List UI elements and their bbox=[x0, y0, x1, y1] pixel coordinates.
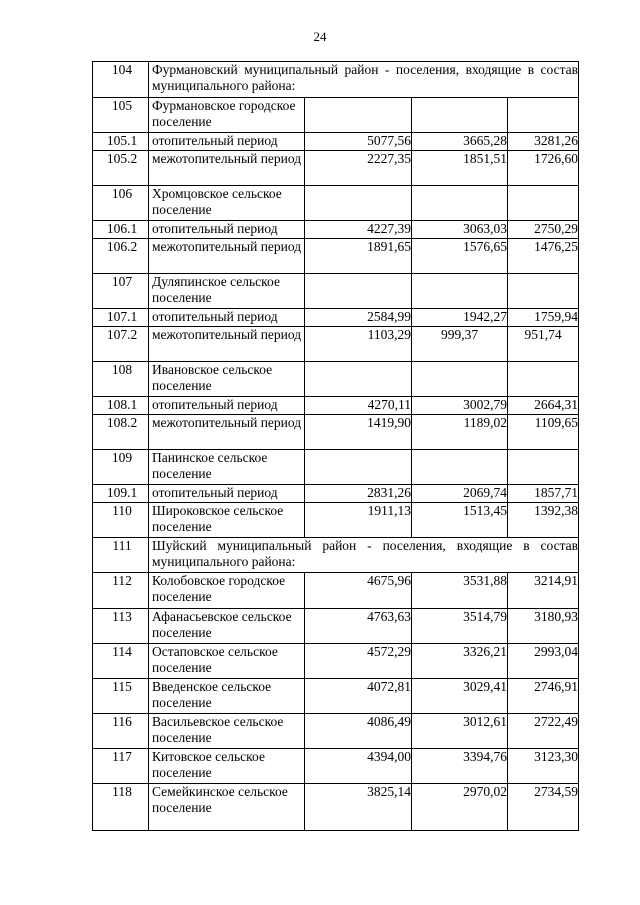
value-cell-3: 3123,30 bbox=[508, 749, 579, 784]
value-cell-2: 1851,51 bbox=[412, 151, 508, 186]
district-heading: Шуйский муниципальный район - поселения, входящие в состав муниципального района: bbox=[149, 538, 579, 573]
table-row bbox=[93, 714, 579, 749]
settlement-name: отопительный период bbox=[149, 485, 305, 503]
settlement-name: Остаповское сельское поселение bbox=[149, 644, 305, 679]
settlement-name: Колобовское городское поселение bbox=[149, 573, 305, 609]
settlement-name: отопительный период bbox=[149, 221, 305, 239]
value-cell-3: 2746,91 bbox=[508, 679, 579, 714]
row-number: 105 bbox=[93, 98, 149, 133]
value-cell-1 bbox=[305, 450, 412, 485]
value-cell-1: 2584,99 bbox=[305, 309, 412, 327]
table-row bbox=[93, 450, 579, 485]
table-row bbox=[93, 221, 579, 239]
row-number: 114 bbox=[93, 644, 149, 679]
table-row bbox=[93, 503, 579, 538]
table-row bbox=[93, 679, 579, 714]
value-cell-1 bbox=[305, 98, 412, 133]
table-row bbox=[93, 538, 579, 573]
value-cell-2: 999,37 bbox=[412, 327, 508, 362]
value-cell-2 bbox=[412, 98, 508, 133]
value-cell-2: 1942,27 bbox=[412, 309, 508, 327]
table-row bbox=[93, 186, 579, 221]
row-number: 111 bbox=[93, 538, 149, 573]
table-row bbox=[93, 62, 579, 98]
row-number: 107.1 bbox=[93, 309, 149, 327]
tariff-table bbox=[92, 61, 579, 831]
value-cell-2 bbox=[412, 450, 508, 485]
value-cell-2 bbox=[412, 274, 508, 309]
table-row bbox=[93, 397, 579, 415]
value-cell-1: 4394,00 bbox=[305, 749, 412, 784]
value-cell-3: 2734,59 bbox=[508, 784, 579, 831]
value-cell-3: 2664,31 bbox=[508, 397, 579, 415]
value-cell-1 bbox=[305, 186, 412, 221]
value-cell-3: 3214,91 bbox=[508, 573, 579, 609]
table-row bbox=[93, 327, 579, 362]
value-cell-2 bbox=[412, 186, 508, 221]
value-cell-3: 1109,65 bbox=[508, 415, 579, 450]
row-number: 105.1 bbox=[93, 133, 149, 151]
row-number: 107.2 bbox=[93, 327, 149, 362]
settlement-name: Панинское сельское поселение bbox=[149, 450, 305, 485]
value-cell-3: 2722,49 bbox=[508, 714, 579, 749]
settlement-name: межотопительный период bbox=[149, 327, 305, 362]
row-number: 108.2 bbox=[93, 415, 149, 450]
value-cell-1: 3825,14 bbox=[305, 784, 412, 831]
table-row bbox=[93, 415, 579, 450]
value-cell-1: 4227,39 bbox=[305, 221, 412, 239]
table-row bbox=[93, 151, 579, 186]
value-cell-3: 2750,29 bbox=[508, 221, 579, 239]
row-number: 117 bbox=[93, 749, 149, 784]
value-cell-3 bbox=[508, 98, 579, 133]
value-cell-1: 4270,11 bbox=[305, 397, 412, 415]
table-row bbox=[93, 362, 579, 397]
value-cell-3: 1392,38 bbox=[508, 503, 579, 538]
value-cell-3: 1726,60 bbox=[508, 151, 579, 186]
settlement-name: отопительный период bbox=[149, 397, 305, 415]
row-number: 112 bbox=[93, 573, 149, 609]
value-cell-1: 2227,35 bbox=[305, 151, 412, 186]
row-number: 106.2 bbox=[93, 239, 149, 274]
settlement-name: межотопительный период bbox=[149, 239, 305, 274]
value-cell-2: 3394,76 bbox=[412, 749, 508, 784]
table-row bbox=[93, 485, 579, 503]
value-cell-2 bbox=[412, 362, 508, 397]
value-cell-1: 1103,29 bbox=[305, 327, 412, 362]
settlement-name: Фурмановское городское поселение bbox=[149, 98, 305, 133]
value-cell-2: 3029,41 bbox=[412, 679, 508, 714]
table-row bbox=[93, 609, 579, 644]
settlement-name: Семейкинское сельское поселение bbox=[149, 784, 305, 831]
value-cell-3: 1759,94 bbox=[508, 309, 579, 327]
value-cell-1: 4086,49 bbox=[305, 714, 412, 749]
value-cell-2: 1513,45 bbox=[412, 503, 508, 538]
row-number: 104 bbox=[93, 62, 149, 98]
value-cell-2: 2970,02 bbox=[412, 784, 508, 831]
settlement-name: межотопительный период bbox=[149, 151, 305, 186]
value-cell-3 bbox=[508, 362, 579, 397]
settlement-name: Ивановское сельское поселение bbox=[149, 362, 305, 397]
value-cell-1: 1891,65 bbox=[305, 239, 412, 274]
value-cell-3 bbox=[508, 274, 579, 309]
row-number: 118 bbox=[93, 784, 149, 831]
row-number: 106 bbox=[93, 186, 149, 221]
row-number: 109 bbox=[93, 450, 149, 485]
settlement-name: отопительный период bbox=[149, 133, 305, 151]
value-cell-2: 2069,74 bbox=[412, 485, 508, 503]
value-cell-1: 2831,26 bbox=[305, 485, 412, 503]
value-cell-2: 3531,88 bbox=[412, 573, 508, 609]
page-number: 24 bbox=[313, 29, 327, 44]
row-number: 108.1 bbox=[93, 397, 149, 415]
table-row bbox=[93, 274, 579, 309]
value-cell-3: 2993,04 bbox=[508, 644, 579, 679]
settlement-name: Широковское сельское поселение bbox=[149, 503, 305, 538]
value-cell-2: 3002,79 bbox=[412, 397, 508, 415]
value-cell-1 bbox=[305, 362, 412, 397]
table-row bbox=[93, 573, 579, 609]
settlement-name: Васильевское сельское поселение bbox=[149, 714, 305, 749]
value-cell-2: 3012,61 bbox=[412, 714, 508, 749]
table-row bbox=[93, 133, 579, 151]
row-number: 115 bbox=[93, 679, 149, 714]
settlement-name: межотопительный период bbox=[149, 415, 305, 450]
value-cell-2: 3514,79 bbox=[412, 609, 508, 644]
value-cell-1: 4675,96 bbox=[305, 573, 412, 609]
table-row bbox=[93, 749, 579, 784]
value-cell-3: 1857,71 bbox=[508, 485, 579, 503]
value-cell-3: 3180,93 bbox=[508, 609, 579, 644]
row-number: 106.1 bbox=[93, 221, 149, 239]
value-cell-2: 3326,21 bbox=[412, 644, 508, 679]
table-row bbox=[93, 644, 579, 679]
value-cell-1 bbox=[305, 274, 412, 309]
row-number: 107 bbox=[93, 274, 149, 309]
settlement-name: Хромцовское сельское поселение bbox=[149, 186, 305, 221]
row-number: 110 bbox=[93, 503, 149, 538]
table-row bbox=[93, 784, 579, 831]
value-cell-1: 5077,56 bbox=[305, 133, 412, 151]
row-number: 105.2 bbox=[93, 151, 149, 186]
settlement-name: Афанасьевское сельское поселение bbox=[149, 609, 305, 644]
settlement-name: Введенское сельское поселение bbox=[149, 679, 305, 714]
value-cell-3: 3281,26 bbox=[508, 133, 579, 151]
table-row bbox=[93, 239, 579, 274]
row-number: 113 bbox=[93, 609, 149, 644]
value-cell-1: 1911,13 bbox=[305, 503, 412, 538]
value-cell-3: 951,74 bbox=[508, 327, 579, 362]
value-cell-3 bbox=[508, 450, 579, 485]
value-cell-3 bbox=[508, 186, 579, 221]
value-cell-1: 4072,81 bbox=[305, 679, 412, 714]
row-number: 116 bbox=[93, 714, 149, 749]
value-cell-2: 1576,65 bbox=[412, 239, 508, 274]
settlement-name: отопительный период bbox=[149, 309, 305, 327]
settlement-name: Китовское сельское поселение bbox=[149, 749, 305, 784]
table-row bbox=[93, 98, 579, 133]
table-row bbox=[93, 309, 579, 327]
table-body bbox=[93, 62, 579, 831]
value-cell-1: 4572,29 bbox=[305, 644, 412, 679]
row-number: 108 bbox=[93, 362, 149, 397]
district-heading: Фурмановский муниципальный район - поселения, входящие в состав муниципального района: bbox=[149, 62, 579, 98]
row-number: 109.1 bbox=[93, 485, 149, 503]
value-cell-2: 3063,03 bbox=[412, 221, 508, 239]
value-cell-3: 1476,25 bbox=[508, 239, 579, 274]
value-cell-1: 4763,63 bbox=[305, 609, 412, 644]
settlement-name: Дуляпинское сельское поселение bbox=[149, 274, 305, 309]
value-cell-1: 1419,90 bbox=[305, 415, 412, 450]
value-cell-2: 1189,02 bbox=[412, 415, 508, 450]
value-cell-2: 3665,28 bbox=[412, 133, 508, 151]
